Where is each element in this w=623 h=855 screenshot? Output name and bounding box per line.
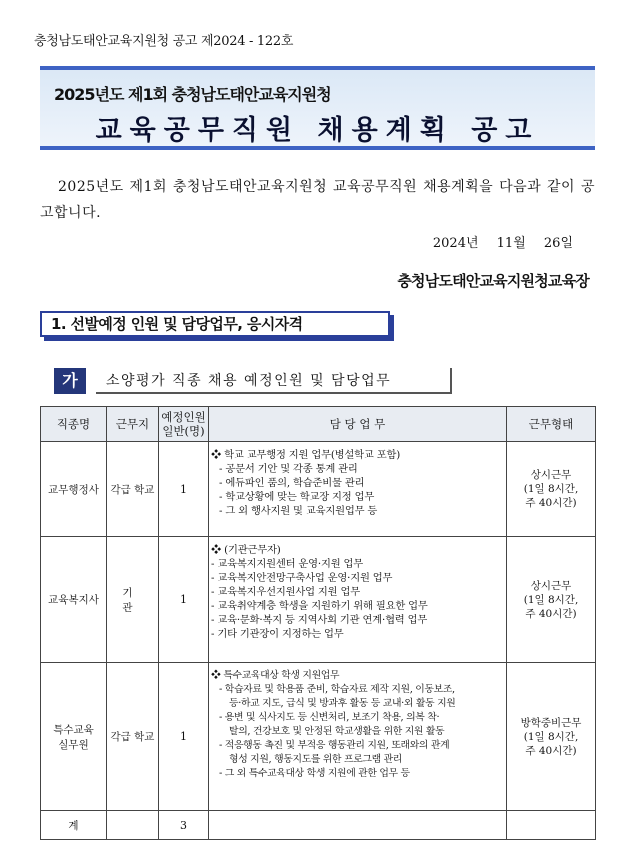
subsection-badge: 가 — [54, 368, 86, 394]
header-count-line1: 예정인원 — [161, 410, 206, 424]
duty-line: - 교육복지우선지원사업 지원 업무 — [211, 586, 360, 598]
cell-job: 교육복지사 — [41, 537, 107, 663]
duty-line: - 교육취약계층 학생을 지원하기 위해 필요한 업무 — [211, 600, 428, 612]
title-subtitle: 2025년도 제1회 충청남도태안교육지원청 — [54, 85, 331, 104]
duty-line: - 그 외 특수교육대상 학생 지원에 관한 업무 등 — [219, 768, 410, 779]
duty-line: - 용변 및 식사지도 등 신변처리, 보조기 착용, 의복 착· — [219, 712, 440, 723]
duty-line: - 학습자료 및 학용품 준비, 학습자료 제작 지원, 이동보조, — [219, 684, 455, 695]
table-row — [41, 442, 596, 537]
duty-line: - 교육·문화·복지 등 지역사회 기관 연계·협력 업무 — [211, 614, 428, 626]
work-type-line: 방학중비근무 — [520, 716, 582, 729]
cell-work-type — [507, 663, 596, 811]
header-count — [159, 407, 209, 442]
work-type-line: 상시근무 — [530, 469, 572, 481]
header-location: 근무지 — [107, 407, 159, 442]
section-heading: 1. 선발예정 인원 및 담당업무, 응시자격 — [40, 311, 390, 337]
work-type-line: (1일 8시간, — [523, 730, 579, 743]
duty-heading: ❖ 학교 교무행정 지원 업무(병설학교 포함) — [211, 449, 401, 461]
cell-job — [41, 663, 107, 811]
table-row — [41, 663, 596, 811]
cell-job-line: 실무원 — [58, 738, 89, 751]
cell-work-type — [507, 537, 596, 663]
header-work-type: 근무형태 — [507, 407, 596, 442]
announcement-date: 2024년 11월 26일 — [432, 236, 573, 251]
cell-location: 각급 학교 — [107, 663, 159, 811]
total-empty — [209, 811, 507, 840]
cell-location: 각급 학교 — [107, 442, 159, 537]
work-type-line: 주 40시간) — [525, 744, 577, 757]
duty-line: - 공문서 기안 및 각종 통계 관리 — [219, 463, 358, 475]
duty-heading: ❖ (기관근무자) — [211, 544, 281, 556]
total-label: 계 — [41, 811, 107, 840]
duty-line: - 적응행동 촉진 및 부적응 행동관리 지원, 또래와의 관계 — [219, 740, 450, 751]
duty-line: 등·하교 지도, 급식 및 방과후 활동 등 교내·외 활동 지원 — [229, 698, 456, 709]
title-banner — [40, 66, 595, 150]
subsection-title: 소양평가 직종 채용 예정인원 및 담당업무 — [96, 368, 452, 394]
header-duties: 담 당 업 무 — [209, 407, 507, 442]
table-header-row — [41, 407, 596, 442]
announcement-number: 충청남도태안교육지원청 공고 제2024 - 122호 — [34, 34, 294, 49]
total-count: 3 — [159, 811, 209, 840]
work-type-line: 주 40시간) — [525, 497, 577, 509]
duty-line: - 그 외 행사지원 및 교육지원업무 등 — [219, 505, 378, 517]
duty-line: - 기타 기관장이 지정하는 업무 — [211, 628, 344, 640]
job-table — [40, 406, 596, 840]
table-total-row — [41, 811, 596, 840]
intro-paragraph: 2025년도 제1회 충청남도태안교육지원청 교육공무직원 채용계획을 다음과 같이 공고합니다. — [40, 179, 595, 221]
duty-line: 탈의, 건강보호 및 안정된 학교생활을 위한 지원 활동 — [229, 726, 445, 737]
work-type-line: 주 40시간) — [525, 607, 577, 620]
total-empty — [507, 811, 596, 840]
work-type-line: (1일 8시간, — [523, 483, 579, 495]
cell-job-line: 특수교육 — [53, 723, 94, 736]
duty-heading: ❖ 특수교육대상 학생 지원업무 — [211, 670, 340, 681]
header-count-line2: 일반(명) — [162, 424, 205, 438]
work-type-line: 상시근무 — [530, 579, 572, 592]
cell-count: 1 — [159, 663, 209, 811]
duty-line: - 교육복지지원센터 운영·지원 업무 — [211, 558, 364, 570]
work-type-line: (1일 8시간, — [523, 593, 579, 606]
duty-line: 형성 지원, 행동지도를 위한 프로그램 관리 — [229, 754, 402, 765]
cell-duties — [209, 442, 507, 537]
cell-count: 1 — [159, 442, 209, 537]
cell-duties — [209, 537, 507, 663]
duty-line: - 교육복지안전망구축사업 운영·지원 업무 — [211, 572, 393, 584]
header-job: 직종명 — [41, 407, 107, 442]
cell-job: 교무행정사 — [41, 442, 107, 537]
duty-line: - 학교상황에 맞는 학교장 지정 업무 — [219, 491, 375, 503]
cell-location: 기 관 — [107, 537, 159, 663]
duty-line: - 에듀파인 품의, 학습준비물 관리 — [219, 477, 365, 489]
cell-work-type — [507, 442, 596, 537]
page-title: 교육공무직원 채용계획 공고 — [95, 115, 540, 146]
table-row — [41, 537, 596, 663]
cell-count: 1 — [159, 537, 209, 663]
total-empty — [107, 811, 159, 840]
cell-duties — [209, 663, 507, 811]
issuer: 충청남도태안교육지원청교육장 — [397, 272, 589, 290]
